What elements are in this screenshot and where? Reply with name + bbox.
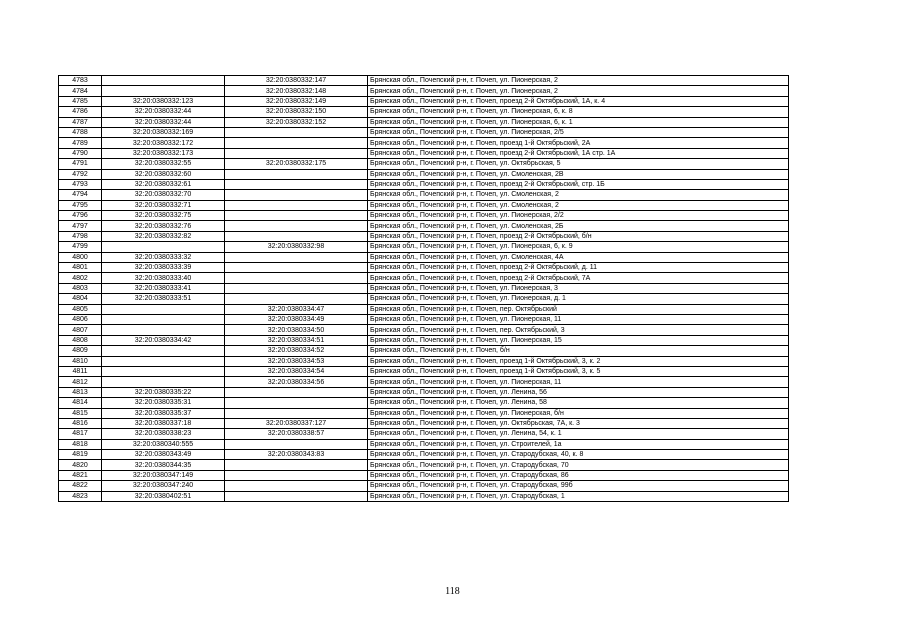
parcel-cadastral-number-cell	[102, 76, 225, 86]
parcel-cadastral-number-cell: 32:20:0380333:40	[102, 273, 225, 283]
table-row	[59, 179, 789, 189]
table-row	[59, 273, 789, 283]
table-row	[59, 366, 789, 376]
table-row	[59, 169, 789, 179]
row-number-cell: 4790	[59, 148, 102, 158]
building-cadastral-number-cell	[225, 179, 368, 189]
row-number-cell: 4822	[59, 481, 102, 491]
building-cadastral-number-cell: 32:20:0380334:49	[225, 314, 368, 324]
building-cadastral-number-cell	[225, 470, 368, 480]
table-row	[59, 346, 789, 356]
building-cadastral-number-cell: 32:20:0380332:149	[225, 96, 368, 106]
address-cell: Брянская обл., Почепский р-н, г. Почеп, ул. Октябрьская, 5	[368, 159, 789, 169]
parcel-cadastral-number-cell: 32:20:0380337:18	[102, 418, 225, 428]
address-cell: Брянская обл., Почепский р-н, г. Почеп, пер. Октябрьский	[368, 304, 789, 314]
address-cell: Брянская обл., Почепский р-н, г. Почеп, ул. Пионерская, 2/5	[368, 127, 789, 137]
table-row	[59, 314, 789, 324]
building-cadastral-number-cell	[225, 283, 368, 293]
row-number-cell: 4810	[59, 356, 102, 366]
address-cell: Брянская обл., Почепский р-н, г. Почеп, ул. Октябрьская, 7А, к. 3	[368, 418, 789, 428]
row-number-cell: 4807	[59, 325, 102, 335]
row-number-cell: 4787	[59, 117, 102, 127]
table-row	[59, 356, 789, 366]
row-number-cell: 4815	[59, 408, 102, 418]
address-cell: Брянская обл., Почепский р-н, г. Почеп, ул. Пионерская, 11	[368, 314, 789, 324]
address-cell: Брянская обл., Почепский р-н, г. Почеп, проезд 1-й Октябрьский, 3, к. 2	[368, 356, 789, 366]
table-row	[59, 450, 789, 460]
address-cell: Брянская обл., Почепский р-н, г. Почеп, ул. Ленина, 54, к. 1	[368, 429, 789, 439]
row-number-cell: 4809	[59, 346, 102, 356]
parcel-cadastral-number-cell: 32:20:0380347:240	[102, 481, 225, 491]
building-cadastral-number-cell	[225, 398, 368, 408]
row-number-cell: 4801	[59, 263, 102, 273]
address-cell: Брянская обл., Почепский р-н, г. Почеп, ул. Смоленская, 2	[368, 190, 789, 200]
table-row	[59, 418, 789, 428]
table-row	[59, 190, 789, 200]
building-cadastral-number-cell: 32:20:0380334:56	[225, 377, 368, 387]
building-cadastral-number-cell	[225, 491, 368, 501]
address-cell: Брянская обл., Почепский р-н, г. Почеп, ул. Стародубская, 1	[368, 491, 789, 501]
parcel-cadastral-number-cell: 32:20:0380332:60	[102, 169, 225, 179]
parcel-cadastral-number-cell: 32:20:0380347:149	[102, 470, 225, 480]
table-row	[59, 283, 789, 293]
address-cell: Брянская обл., Почепский р-н, г. Почеп, ул. Пионерская, 2/2	[368, 211, 789, 221]
building-cadastral-number-cell	[225, 169, 368, 179]
address-cell: Брянская обл., Почепский р-н, г. Почеп, проезд 1-й Октябрьский, 2А	[368, 138, 789, 148]
parcel-cadastral-number-cell: 32:20:0380332:169	[102, 127, 225, 137]
table-row	[59, 398, 789, 408]
table-row	[59, 127, 789, 137]
table-row	[59, 387, 789, 397]
row-number-cell: 4788	[59, 127, 102, 137]
address-cell: Брянская обл., Почепский р-н, г. Почеп, ул. Пионерская, 2	[368, 76, 789, 86]
row-number-cell: 4796	[59, 211, 102, 221]
parcel-cadastral-number-cell: 32:20:0380340:555	[102, 439, 225, 449]
building-cadastral-number-cell	[225, 408, 368, 418]
address-cell: Брянская обл., Почепский р-н, г. Почеп, ул. Стародубская, 70	[368, 460, 789, 470]
building-cadastral-number-cell	[225, 273, 368, 283]
table-row	[59, 325, 789, 335]
building-cadastral-number-cell: 32:20:0380332:98	[225, 242, 368, 252]
parcel-cadastral-number-cell: 32:20:0380338:23	[102, 429, 225, 439]
parcel-cadastral-number-cell	[102, 314, 225, 324]
table-row	[59, 491, 789, 501]
table-row	[59, 211, 789, 221]
address-cell: Брянская обл., Почепский р-н, г. Почеп, пер. Октябрьский, 3	[368, 325, 789, 335]
registry-table-body	[59, 76, 789, 502]
address-cell: Брянская обл., Почепский р-н, г. Почеп, ул. Пионерская, 6, к. 1	[368, 117, 789, 127]
parcel-cadastral-number-cell: 32:20:0380333:32	[102, 252, 225, 262]
parcel-cadastral-number-cell: 32:20:0380332:82	[102, 231, 225, 241]
parcel-cadastral-number-cell: 32:20:0380332:75	[102, 211, 225, 221]
row-number-cell: 4813	[59, 387, 102, 397]
row-number-cell: 4820	[59, 460, 102, 470]
building-cadastral-number-cell: 32:20:0380334:53	[225, 356, 368, 366]
row-number-cell: 4808	[59, 335, 102, 345]
row-number-cell: 4814	[59, 398, 102, 408]
address-cell: Брянская обл., Почепский р-н, г. Почеп, ул. Пионерская, 15	[368, 335, 789, 345]
building-cadastral-number-cell	[225, 252, 368, 262]
table-row	[59, 439, 789, 449]
address-cell: Брянская обл., Почепский р-н, г. Почеп, б/н	[368, 346, 789, 356]
row-number-cell: 4817	[59, 429, 102, 439]
address-cell: Брянская обл., Почепский р-н, г. Почеп, ул. Пионерская, 6, к. 9	[368, 242, 789, 252]
row-number-cell: 4806	[59, 314, 102, 324]
address-cell: Брянская обл., Почепский р-н, г. Почеп, ул. Стародубская, 40, к. 8	[368, 450, 789, 460]
address-cell: Брянская обл., Почепский р-н, г. Почеп, ул. Смоленская, 2	[368, 200, 789, 210]
row-number-cell: 4784	[59, 86, 102, 96]
address-cell: Брянская обл., Почепский р-н, г. Почеп, ул. Ленина, 58	[368, 398, 789, 408]
address-cell: Брянская обл., Почепский р-н, г. Почеп, проезд 2-й Октябрьский, 1А стр. 1А	[368, 148, 789, 158]
table-row	[59, 138, 789, 148]
row-number-cell: 4792	[59, 169, 102, 179]
parcel-cadastral-number-cell: 32:20:0380332:173	[102, 148, 225, 158]
building-cadastral-number-cell: 32:20:0380334:52	[225, 346, 368, 356]
parcel-cadastral-number-cell: 32:20:0380334:42	[102, 335, 225, 345]
table-row	[59, 200, 789, 210]
parcel-cadastral-number-cell: 32:20:0380332:70	[102, 190, 225, 200]
building-cadastral-number-cell: 32:20:0380338:57	[225, 429, 368, 439]
row-number-cell: 4786	[59, 107, 102, 117]
table-row	[59, 470, 789, 480]
building-cadastral-number-cell: 32:20:0380334:47	[225, 304, 368, 314]
address-cell: Брянская обл., Почепский р-н, г. Почеп, проезд 2-й Октябрьский, 7А	[368, 273, 789, 283]
parcel-cadastral-number-cell: 32:20:0380333:39	[102, 263, 225, 273]
row-number-cell: 4816	[59, 418, 102, 428]
row-number-cell: 4812	[59, 377, 102, 387]
building-cadastral-number-cell: 32:20:0380332:148	[225, 86, 368, 96]
parcel-cadastral-number-cell: 32:20:0380332:123	[102, 96, 225, 106]
parcel-cadastral-number-cell: 32:20:0380402:51	[102, 491, 225, 501]
page-number: 118	[445, 586, 460, 597]
row-number-cell: 4819	[59, 450, 102, 460]
table-row	[59, 76, 789, 86]
row-number-cell: 4794	[59, 190, 102, 200]
parcel-cadastral-number-cell: 32:20:0380335:31	[102, 398, 225, 408]
table-row	[59, 117, 789, 127]
parcel-cadastral-number-cell	[102, 242, 225, 252]
row-number-cell: 4783	[59, 76, 102, 86]
row-number-cell: 4797	[59, 221, 102, 231]
table-row	[59, 481, 789, 491]
row-number-cell: 4823	[59, 491, 102, 501]
parcel-cadastral-number-cell	[102, 377, 225, 387]
building-cadastral-number-cell	[225, 263, 368, 273]
parcel-cadastral-number-cell	[102, 346, 225, 356]
row-number-cell: 4805	[59, 304, 102, 314]
table-row	[59, 242, 789, 252]
address-cell: Брянская обл., Почепский р-н, г. Почеп, проезд 2-й Октябрьский, б/н	[368, 231, 789, 241]
building-cadastral-number-cell	[225, 200, 368, 210]
address-cell: Брянская обл., Почепский р-н, г. Почеп, ул. Ленина, 56	[368, 387, 789, 397]
parcel-cadastral-number-cell	[102, 86, 225, 96]
address-cell: Брянская обл., Почепский р-н, г. Почеп, проезд 2-й Октябрьский, д. 11	[368, 263, 789, 273]
address-cell: Брянская обл., Почепский р-н, г. Почеп, ул. Смоленская, 2Б	[368, 221, 789, 231]
table-row	[59, 294, 789, 304]
address-cell: Брянская обл., Почепский р-н, г. Почеп, ул. Пионерская, б/н	[368, 408, 789, 418]
building-cadastral-number-cell: 32:20:0380332:175	[225, 159, 368, 169]
table-row	[59, 304, 789, 314]
building-cadastral-number-cell	[225, 211, 368, 221]
row-number-cell: 4799	[59, 242, 102, 252]
parcel-cadastral-number-cell: 32:20:0380332:76	[102, 221, 225, 231]
parcel-cadastral-number-cell: 32:20:0380332:71	[102, 200, 225, 210]
building-cadastral-number-cell	[225, 231, 368, 241]
row-number-cell: 4800	[59, 252, 102, 262]
parcel-cadastral-number-cell: 32:20:0380333:51	[102, 294, 225, 304]
address-cell: Брянская обл., Почепский р-н, г. Почеп, ул. Пионерская, 6, к. 8	[368, 107, 789, 117]
building-cadastral-number-cell: 32:20:0380332:150	[225, 107, 368, 117]
address-cell: Брянская обл., Почепский р-н, г. Почеп, ул. Пионерская, д. 1	[368, 294, 789, 304]
table-row	[59, 86, 789, 96]
table-row	[59, 107, 789, 117]
building-cadastral-number-cell	[225, 190, 368, 200]
row-number-cell: 4818	[59, 439, 102, 449]
address-cell: Брянская обл., Почепский р-н, г. Почеп, ул. Стародубская, 86	[368, 470, 789, 480]
table-row	[59, 148, 789, 158]
building-cadastral-number-cell	[225, 148, 368, 158]
parcel-cadastral-number-cell	[102, 325, 225, 335]
parcel-cadastral-number-cell: 32:20:0380344:35	[102, 460, 225, 470]
building-cadastral-number-cell: 32:20:0380337:127	[225, 418, 368, 428]
address-cell: Брянская обл., Почепский р-н, г. Почеп, проезд 2-й Октябрьский, 1А, к. 4	[368, 96, 789, 106]
address-cell: Брянская обл., Почепский р-н, г. Почеп, ул. Строителей, 1а	[368, 439, 789, 449]
parcel-cadastral-number-cell: 32:20:0380335:22	[102, 387, 225, 397]
row-number-cell: 4795	[59, 200, 102, 210]
parcel-cadastral-number-cell: 32:20:0380332:61	[102, 179, 225, 189]
address-cell: Брянская обл., Почепский р-н, г. Почеп, ул. Пионерская, 2	[368, 86, 789, 96]
row-number-cell: 4802	[59, 273, 102, 283]
parcel-cadastral-number-cell	[102, 366, 225, 376]
address-cell: Брянская обл., Почепский р-н, г. Почеп, ул. Смоленская, 2В	[368, 169, 789, 179]
parcel-cadastral-number-cell: 32:20:0380332:172	[102, 138, 225, 148]
building-cadastral-number-cell	[225, 439, 368, 449]
table-row	[59, 231, 789, 241]
row-number-cell: 4803	[59, 283, 102, 293]
address-cell: Брянская обл., Почепский р-н, г. Почеп, ул. Пионерская, 3	[368, 283, 789, 293]
parcel-cadastral-number-cell: 32:20:0380335:37	[102, 408, 225, 418]
building-cadastral-number-cell	[225, 481, 368, 491]
building-cadastral-number-cell	[225, 138, 368, 148]
parcel-cadastral-number-cell: 32:20:0380332:55	[102, 159, 225, 169]
row-number-cell: 4821	[59, 470, 102, 480]
table-row	[59, 221, 789, 231]
building-cadastral-number-cell: 32:20:0380332:152	[225, 117, 368, 127]
table-row	[59, 335, 789, 345]
parcel-cadastral-number-cell: 32:20:0380332:44	[102, 117, 225, 127]
building-cadastral-number-cell	[225, 460, 368, 470]
building-cadastral-number-cell: 32:20:0380334:51	[225, 335, 368, 345]
building-cadastral-number-cell: 32:20:0380332:147	[225, 76, 368, 86]
registry-table	[58, 75, 789, 502]
address-cell: Брянская обл., Почепский р-н, г. Почеп, ул. Смоленская, 4А	[368, 252, 789, 262]
row-number-cell: 4804	[59, 294, 102, 304]
row-number-cell: 4789	[59, 138, 102, 148]
table-row	[59, 460, 789, 470]
table-row	[59, 429, 789, 439]
parcel-cadastral-number-cell	[102, 304, 225, 314]
parcel-cadastral-number-cell: 32:20:0380332:44	[102, 107, 225, 117]
building-cadastral-number-cell	[225, 221, 368, 231]
address-cell: Брянская обл., Почепский р-н, г. Почеп, ул. Стародубская, 99б	[368, 481, 789, 491]
row-number-cell: 4791	[59, 159, 102, 169]
building-cadastral-number-cell: 32:20:0380343:83	[225, 450, 368, 460]
table-row	[59, 408, 789, 418]
building-cadastral-number-cell: 32:20:0380334:54	[225, 366, 368, 376]
row-number-cell: 4798	[59, 231, 102, 241]
table-row	[59, 377, 789, 387]
row-number-cell: 4785	[59, 96, 102, 106]
address-cell: Брянская обл., Почепский р-н, г. Почеп, ул. Пионерская, 11	[368, 377, 789, 387]
building-cadastral-number-cell	[225, 127, 368, 137]
building-cadastral-number-cell: 32:20:0380334:50	[225, 325, 368, 335]
table-row	[59, 263, 789, 273]
building-cadastral-number-cell	[225, 387, 368, 397]
address-cell: Брянская обл., Почепский р-н, г. Почеп, проезд 1-й Октябрьский, 3, к. 5	[368, 366, 789, 376]
parcel-cadastral-number-cell	[102, 356, 225, 366]
table-row	[59, 96, 789, 106]
table-row	[59, 252, 789, 262]
building-cadastral-number-cell	[225, 294, 368, 304]
parcel-cadastral-number-cell: 32:20:0380333:41	[102, 283, 225, 293]
table-row	[59, 159, 789, 169]
row-number-cell: 4811	[59, 366, 102, 376]
row-number-cell: 4793	[59, 179, 102, 189]
parcel-cadastral-number-cell: 32:20:0380343:49	[102, 450, 225, 460]
address-cell: Брянская обл., Почепский р-н, г. Почеп, проезд 2-й Октябрьский, стр. 1Б	[368, 179, 789, 189]
